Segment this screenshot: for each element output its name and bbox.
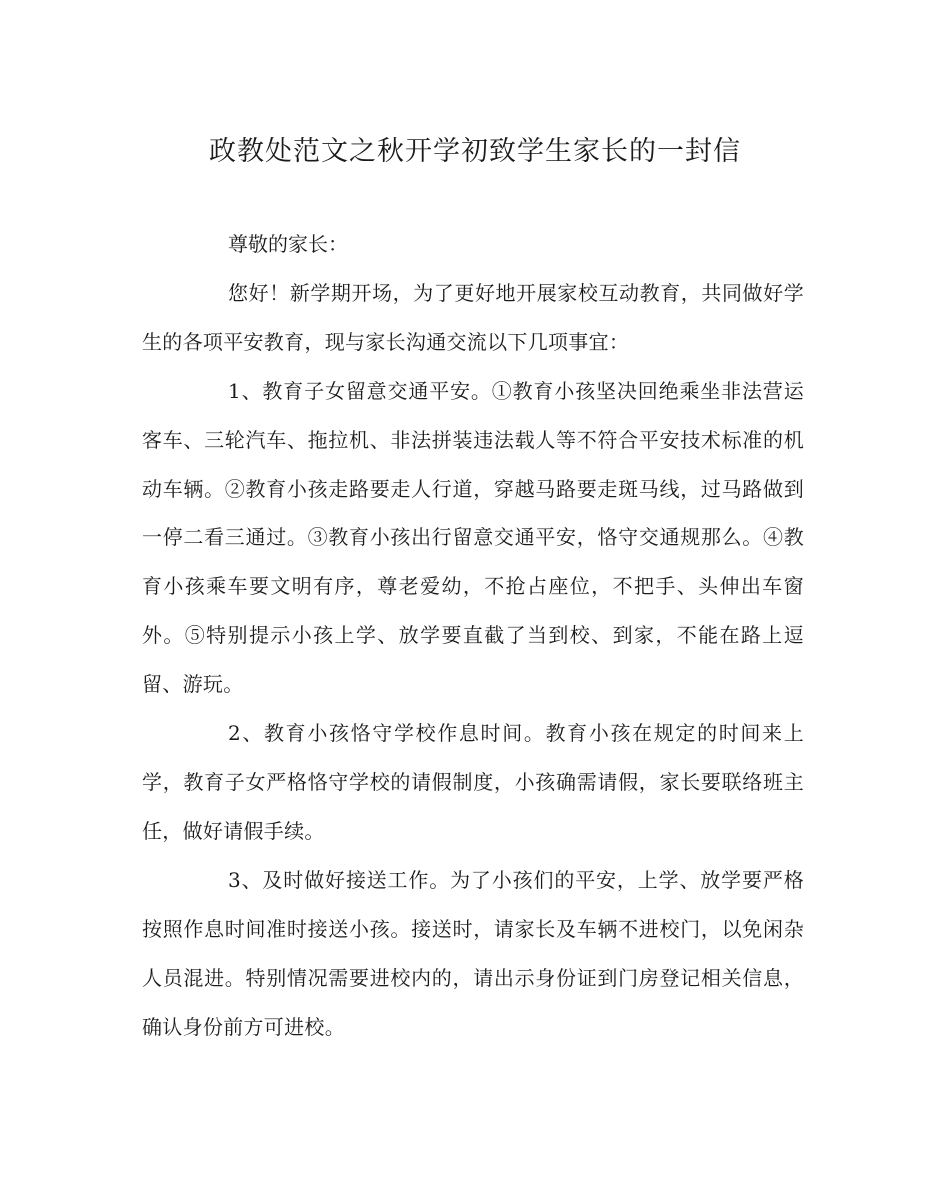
paragraph-traffic-safety: 1、教育子女留意交通平安。①教育小孩坚决回绝乘坐非法营运客车、三轮汽车、拖拉机、非法拼装违法载人等不符合平安技术标准的机动车辆。②教育小孩走路要走人行道，穿越马路要走斑马线，过马路做到一停二看三通过。③教育小孩出行留意交通平安，恪守交通规那么。④教育小孩乘车要文明有序，尊老爱幼，不抢占座位，不把手、头伸出车窗外。⑤特别提示小孩上学、放学要直截了当到校、到家，不能在路上逗留、游玩。 <box>142 378 804 697</box>
paragraph-school-schedule: 2、教育小孩恪守学校作息时间。教育小孩在规定的时间来上学，教育子女严格恪守学校的请假制度，小孩确需请假，家长要联络班主任，做好请假手续。 <box>142 721 804 843</box>
paragraph-greeting: 您好！新学期开场，为了更好地开展家校互动教育，共同做好学生的各项平安教育，现与家长沟通交流以下几项事宜： <box>142 280 804 354</box>
paragraph-pickup-dropoff: 3、及时做好接送工作。为了小孩们的平安，上学、放学要严格按照作息时间准时接送小孩。接送时，请家长及车辆不进校门，以免闲杂人员混进。特别情况需要进校内的，请出示身份证到门房登记相关信息，确认身份前方可进校。 <box>142 867 804 1039</box>
document-title: 政教处范文之秋开学初致学生家长的一封信 <box>209 136 741 167</box>
letter-body <box>142 220 804 1051</box>
salutation: 尊敬的家长： <box>228 232 348 256</box>
